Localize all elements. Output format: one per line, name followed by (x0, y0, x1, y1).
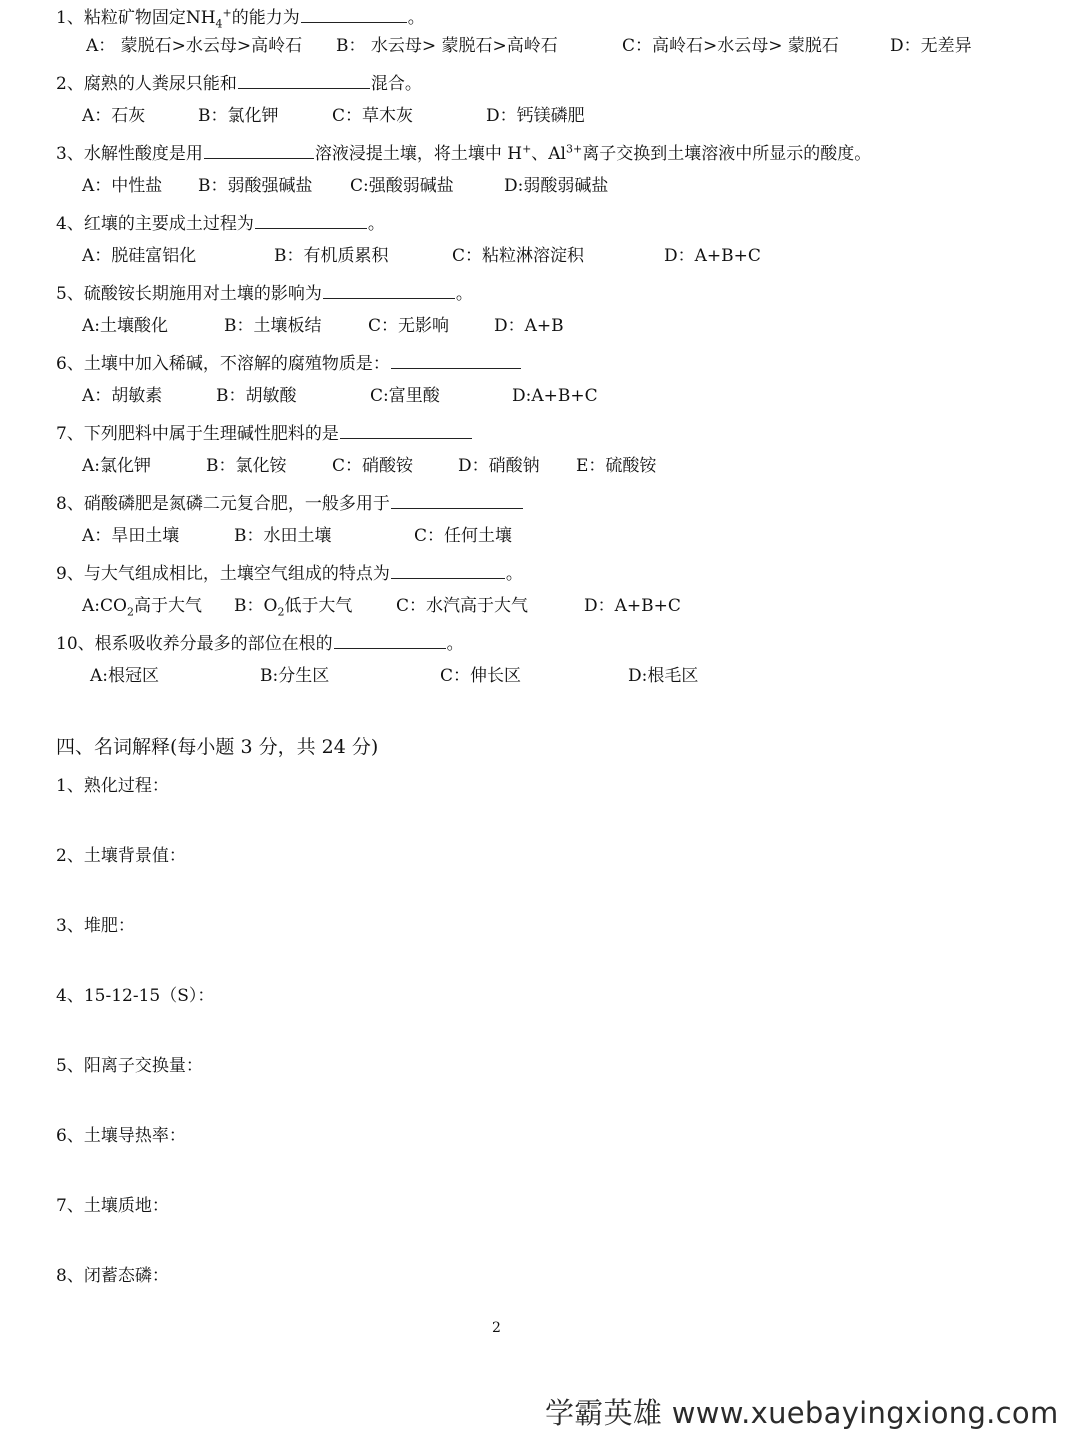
option-a[interactable]: A：中性盐 (82, 176, 163, 196)
option-c[interactable]: C：水汽高于大气 (396, 596, 529, 616)
question-1-text: 1、粘粒矿物固定 (56, 8, 186, 28)
option-b[interactable]: B：土壤板结 (224, 316, 322, 336)
term-2: 2、土壤背景值： (56, 846, 186, 866)
option-b[interactable]: B：氯化铵 (206, 456, 287, 476)
question-9: 9、与大气组成相比，土壤空气组成的特点为 。 (56, 560, 523, 586)
question-7 (56, 420, 473, 446)
question-6 (56, 350, 522, 376)
option-a[interactable]: A:根冠区 (90, 666, 160, 686)
option-b[interactable]: B：$O_2$低于大气 (234, 596, 353, 619)
term-8: 8、闭蓄态磷： (56, 1266, 169, 1286)
option-c[interactable]: C:富里酸 (370, 386, 440, 406)
page-number: 2 (492, 1320, 501, 1336)
section-title: 四、名词解释(每小题 3 分，共 24 分) (56, 736, 379, 758)
nh4-formula: $NH_4^+$ (185, 6, 232, 31)
option-a[interactable]: A：胡敏素 (82, 386, 163, 406)
option-d[interactable]: D:根毛区 (628, 666, 699, 686)
option-a[interactable]: A:氯化钾 (82, 456, 152, 476)
question-5: 5、硫酸铵长期施用对土壤的影响为 。 (56, 280, 473, 306)
answer-blank[interactable] (391, 490, 523, 509)
term-4: 4、15-12-15（S）： (56, 986, 215, 1006)
question-6-text: 6、土壤中加入稀碱，不溶解的腐殖物质是： (56, 354, 390, 374)
option-c[interactable]: C：硝酸铵 (332, 456, 414, 476)
term-3: 3、堆肥： (56, 916, 135, 936)
option-a[interactable]: A:土壤酸化 (82, 316, 169, 336)
term-5: 5、阳离子交换量： (56, 1056, 203, 1076)
answer-blank[interactable] (204, 140, 314, 159)
question-8 (56, 490, 524, 516)
answer-blank[interactable] (334, 630, 446, 649)
option-c[interactable]: C：无影响 (368, 316, 450, 336)
answer-blank[interactable] (301, 4, 407, 23)
option-d[interactable]: D：A+B+C (664, 246, 761, 266)
option-b[interactable]: B:分生区 (260, 666, 330, 686)
option-d[interactable]: D：硝酸钠 (458, 456, 540, 476)
option-d[interactable]: D:A+B+C (512, 386, 598, 406)
option-b[interactable]: B：弱酸强碱盐 (198, 176, 313, 196)
option-a[interactable]: A：石灰 (82, 106, 146, 126)
question-2-text: 2、腐熟的人粪尿只能和 (56, 74, 237, 94)
option-b[interactable]: B：胡敏酸 (216, 386, 297, 406)
question-7-text: 7、下列肥料中属于生理碱性肥料的是 (56, 424, 339, 444)
option-d[interactable]: D:弱酸弱碱盐 (504, 176, 609, 196)
option-c[interactable]: C：任何土壤 (414, 526, 513, 546)
option-b[interactable]: B：水田土壤 (234, 526, 332, 546)
option-b[interactable]: B：氯化钾 (198, 106, 279, 126)
term-6: 6、土壤导热率： (56, 1126, 186, 1146)
option-b[interactable]: B： 水云母> 蒙脱石>高岭石 (336, 36, 558, 56)
answer-blank[interactable] (255, 210, 367, 229)
option-e[interactable]: E：硫酸铵 (576, 456, 657, 476)
term-1: 1、熟化过程： (56, 776, 169, 796)
option-a[interactable]: A： 蒙脱石>水云母>高岭石 (86, 36, 303, 56)
option-c[interactable]: C:强酸弱碱盐 (350, 176, 454, 196)
option-c[interactable]: C：草木灰 (332, 106, 414, 126)
option-d[interactable]: D：无差异 (890, 36, 972, 56)
answer-blank[interactable] (238, 70, 370, 89)
answer-blank[interactable] (391, 350, 521, 369)
question-9-text: 9、与大气组成相比，土壤空气组成的特点为 (56, 564, 390, 584)
question-8-text: 8、硝酸磷肥是氮磷二元复合肥，一般多用于 (56, 494, 390, 514)
question-4: 4、红壤的主要成土过程为 。 (56, 210, 385, 236)
option-a[interactable]: A：脱硅富铝化 (82, 246, 197, 266)
answer-blank[interactable] (340, 420, 472, 439)
option-c[interactable]: C：粘粒淋溶淀积 (452, 246, 585, 266)
option-d[interactable]: D：钙镁磷肥 (486, 106, 585, 126)
question-5-text: 5、硫酸铵长期施用对土壤的影响为 (56, 284, 322, 304)
option-c[interactable]: C：伸长区 (440, 666, 522, 686)
option-d[interactable]: D：A+B (494, 316, 564, 336)
question-10: 10、根系吸收养分最多的部位在根的 。 (56, 630, 464, 656)
option-d[interactable]: D：A+B+C (584, 596, 681, 616)
answer-blank[interactable] (391, 560, 505, 579)
question-1: 1、粘粒矿物固定$NH_4^+$的能力为 。 (56, 4, 425, 30)
question-3-text: 3、水解性酸度是用 (56, 144, 203, 164)
option-a[interactable]: A：旱田土壤 (82, 526, 180, 546)
option-a[interactable]: $A:CO_2$高于大气 (82, 596, 202, 619)
term-7: 7、土壤质地： (56, 1196, 169, 1216)
question-10-text: 10、根系吸收养分最多的部位在根的 (56, 634, 333, 654)
question-3: 3、水解性酸度是用 溶液浸提土壤，将土壤中 H+、$Al^{3+}$离子交换到土壤溶液中所显示的酸度。 (56, 140, 871, 166)
watermark: 学霸英雄 www.xuebayingxiong.com (545, 1396, 1059, 1430)
question-4-text: 4、红壤的主要成土过程为 (56, 214, 254, 234)
answer-blank[interactable] (323, 280, 455, 299)
question-2: 2、腐熟的人粪尿只能和 混合。 (56, 70, 422, 96)
option-b[interactable]: B：有机质累积 (274, 246, 389, 266)
option-c[interactable]: C：高岭石>水云母> 蒙脱石 (622, 36, 839, 56)
